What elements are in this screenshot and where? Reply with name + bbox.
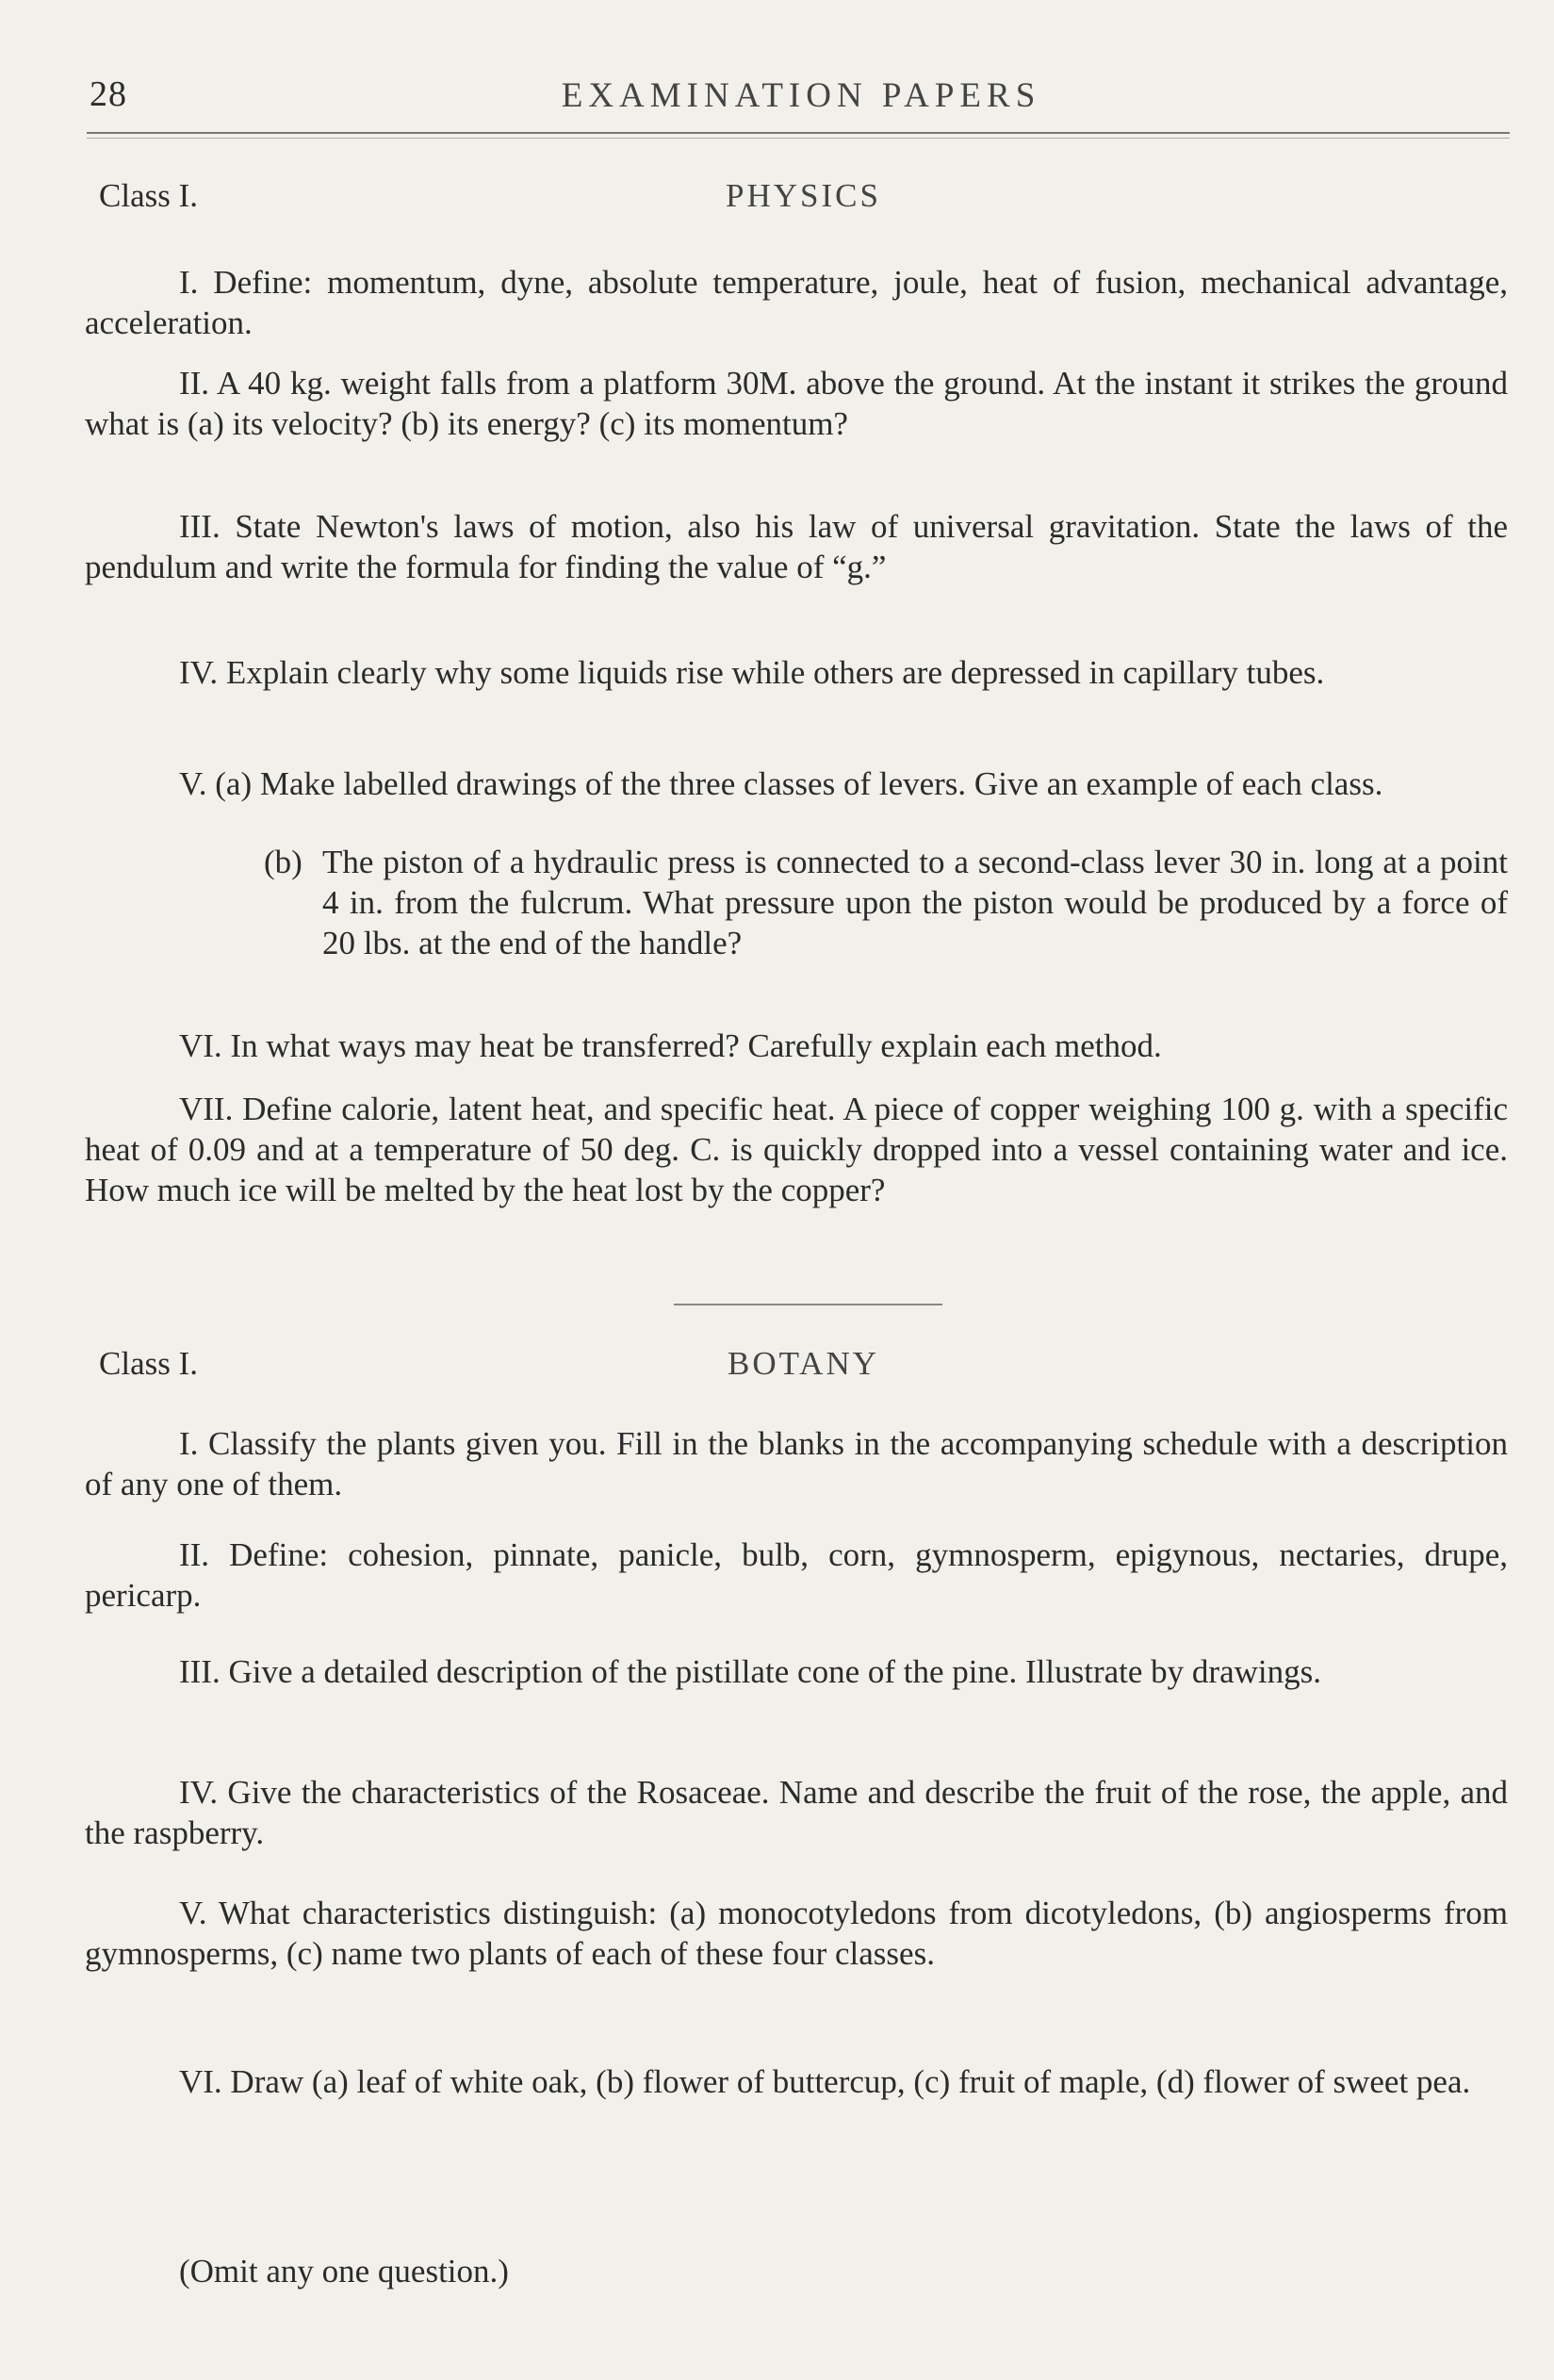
botany-class-label: Class I.	[99, 1345, 198, 1382]
botany-question-4: IV. Give the characteristics of the Rosaceae. Name and describe the fruit of the rose, the apple, and the raspberry.	[85, 1774, 1508, 1851]
botany-question-6: VI. Draw (a) leaf of white oak, (b) flower of buttercup, (c) fruit of maple, (d) flower of sweet pea.	[179, 2063, 1471, 2100]
physics-question-2: II. A 40 kg. weight falls from a platform 30M. above the ground. At the instant it strikes the ground what is (a) its velocity? (b) its energy? (c) its momentum?	[85, 365, 1508, 442]
physics-question-7: VII. Define calorie, latent heat, and specific heat. A piece of copper weighing 100 g. with a specific heat of 0.09 and at a temperature of 50 deg. C. is quickly dropped into a vessel containing water and ice. How much ice will be melted by the heat lost by the copper?	[85, 1091, 1508, 1208]
header-rule-thin	[87, 138, 1510, 139]
physics-question-3: III. State Newton's laws of motion, also his law of universal gravitation. State the laws of the pendulum and write the formula for finding the value of “g.”	[85, 508, 1508, 585]
header-rule	[87, 132, 1510, 134]
physics-question-6: VI. In what ways may heat be transferred? Carefully explain each method.	[179, 1027, 1162, 1064]
physics-question-5b	[264, 842, 1508, 963]
physics-question-5b-mark: (b)	[264, 844, 303, 880]
botany-title: BOTANY	[727, 1345, 880, 1382]
physics-heading	[99, 177, 1508, 224]
physics-question-5b-text: The piston of a hydraulic press is connected to a second-class lever 30 in. long at a point 4 in. from the fulcrum. What pressure upon the piston would be produced by a force of 20 lbs. at the end of the handle?	[322, 844, 1508, 961]
botany-heading	[99, 1345, 1508, 1392]
physics-class-label: Class I.	[99, 177, 198, 214]
botany-question-2: II. Define: cohesion, pinnate, panicle, bulb, corn, gymnosperm, epigynous, nectaries, drupe, pericarp.	[85, 1536, 1508, 1614]
botany-question-1: I. Classify the plants given you. Fill in the blanks in the accompanying schedule with a description of any one of them.	[85, 1425, 1508, 1502]
running-title: EXAMINATION PAPERS	[561, 76, 1041, 115]
physics-question-4: IV. Explain clearly why some liquids rise while others are depressed in capillary tubes.	[179, 654, 1325, 691]
physics-title: PHYSICS	[726, 177, 881, 214]
botany-question-5: V. What characteristics distinguish: (a) monocotyledons from dicotyledons, (b) angiosperms from gymnosperms, (c) name two plants of each of these four classes.	[85, 1895, 1508, 1972]
page-header	[90, 74, 1513, 130]
physics-question-1: I. Define: momentum, dyne, absolute temperature, joule, heat of fusion, mechanical advantage, acceleration.	[85, 264, 1508, 341]
physics-question-5a: V. (a) Make labelled drawings of the three classes of levers. Give an example of each class.	[179, 765, 1383, 802]
page-number: 28	[90, 74, 127, 114]
omit-note: (Omit any one question.)	[179, 2253, 509, 2290]
botany-question-3: III. Give a detailed description of the pistillate cone of the pine. Illustrate by drawings.	[179, 1653, 1321, 1690]
section-divider	[674, 1304, 942, 1305]
